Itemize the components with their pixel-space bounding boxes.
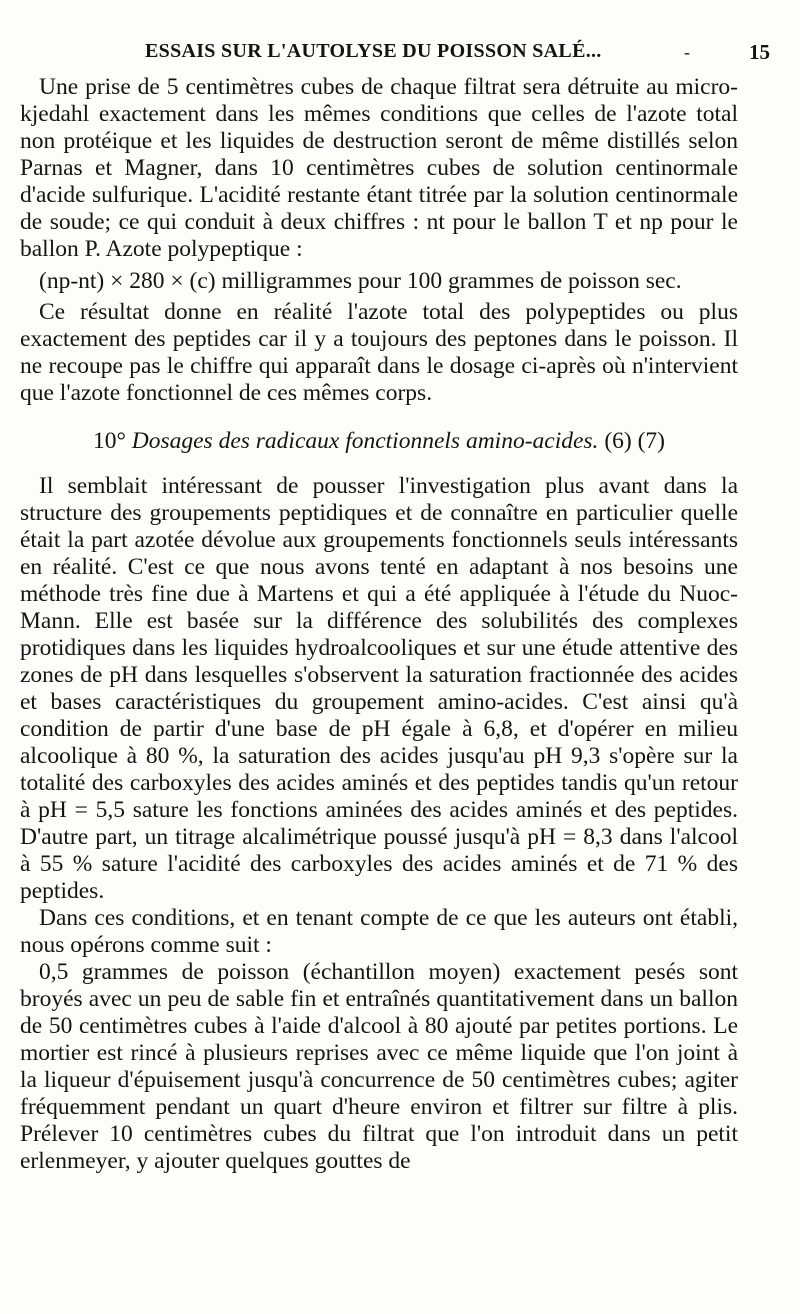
paragraph-investigation: Il semblait intéressant de pousser l'investigation plus avant dans la structure des groupements peptidiques et de connaître en particulier quelle était la part azotée dévolue aux groupements fonctionnels seuls intéressants en réalité. C'est ce que nous avons tenté en adaptant à nos besoins une méthode très fine due à Martens et qui a été appliquée à l'étude du Nuoc-Mann. Elle est basée sur la différence des solubilités des complexes protidiques dans les liquides hydroalcooliques et sur une étude attentive des zones de pH dans lesquelles s'observent la saturation fractionnée des acides et bases caractéristiques du groupement amino-acides. C'est ainsi qu'à condition de partir d'une base de pH égale à 6,8, et d'opérer en milieu alcoolique à 80 %, la saturation des acides jusqu'au pH 9,3 s'opère sur la totalité des carboxyles des acides aminés et des peptides tandis qu'un retour à pH = 5,5 sature les fonctions aminées des acides aminés et des peptides. D'autre part, un titrage alcalimétrique poussé jusqu'à pH = 8,3 dans l'alcool à 55 % sature l'acidité des carboxyles des acides aminés et de 71 % des peptides. <box>20 473 738 904</box>
section-label: Dosages des radicaux fonctionnels amino-acides. <box>131 428 599 454</box>
page-header <box>100 40 770 70</box>
header-dash: - <box>684 42 690 62</box>
running-title: ESSAIS SUR L'AUTOLYSE DU POISSON SALÉ... <box>145 40 602 62</box>
section-number: 10° <box>92 428 126 454</box>
page-number: 15 <box>749 40 770 64</box>
paragraph-result: Ce résultat donne en réalité l'azote total des polypeptides ou plus exactement des peptides car il y a toujours des peptones dans le poisson. Il ne recoupe pas le chiffre qui apparaît dans le dosage ci-après où n'intervient que l'azote fonctionnel de ces mêmes corps. <box>20 299 738 406</box>
page-body <box>20 74 738 1175</box>
paragraph-procedure: 0,5 grammes de poisson (échantillon moyen) exactement pesés sont broyés avec un peu de sable fin et entraînés quantitativement dans un ballon de 50 centimètres cubes à l'aide d'alcool à 80 ajouté par petites portions. Le mortier est rincé à plusieurs reprises avec ce même liquide que l'on joint à la liqueur d'épuisement jusqu'à concurrence de 50 centimètres cubes; agiter fréquemment pendant un quart d'heure environ et filtrer sur filtre à plis. Prélever 10 centimètres cubes du filtrat que l'on introduit dans un petit erlenmeyer, y ajouter quelques gouttes de <box>20 959 738 1174</box>
formula-polypeptide-nitrogen: (np-nt) × 280 × (c) milligrammes pour 100 grammes de poisson sec. <box>39 268 682 294</box>
section-title <box>20 428 738 455</box>
paragraph-conditions: Dans ces conditions, et en tenant compte de ce que les auteurs ont établi, nous opérons comme suit : <box>20 905 738 958</box>
section-refs: (6) (7) <box>604 428 665 454</box>
paragraph-microkjedahl: Une prise de 5 centimètres cubes de chaque filtrat sera détruite au micro-kjedahl exactement dans les mêmes conditions que celles de l'azote total non protéique et les liquides de destruction seront de même distillés selon Parnas et Magner, dans 10 centimètres cubes de solution centinormale d'acide sulfurique. L'acidité restante étant titrée par la solution centinormale de soude; ce qui conduit à deux chiffres : nt pour le ballon T et np pour le ballon P. Azote polypeptique : <box>20 74 738 262</box>
